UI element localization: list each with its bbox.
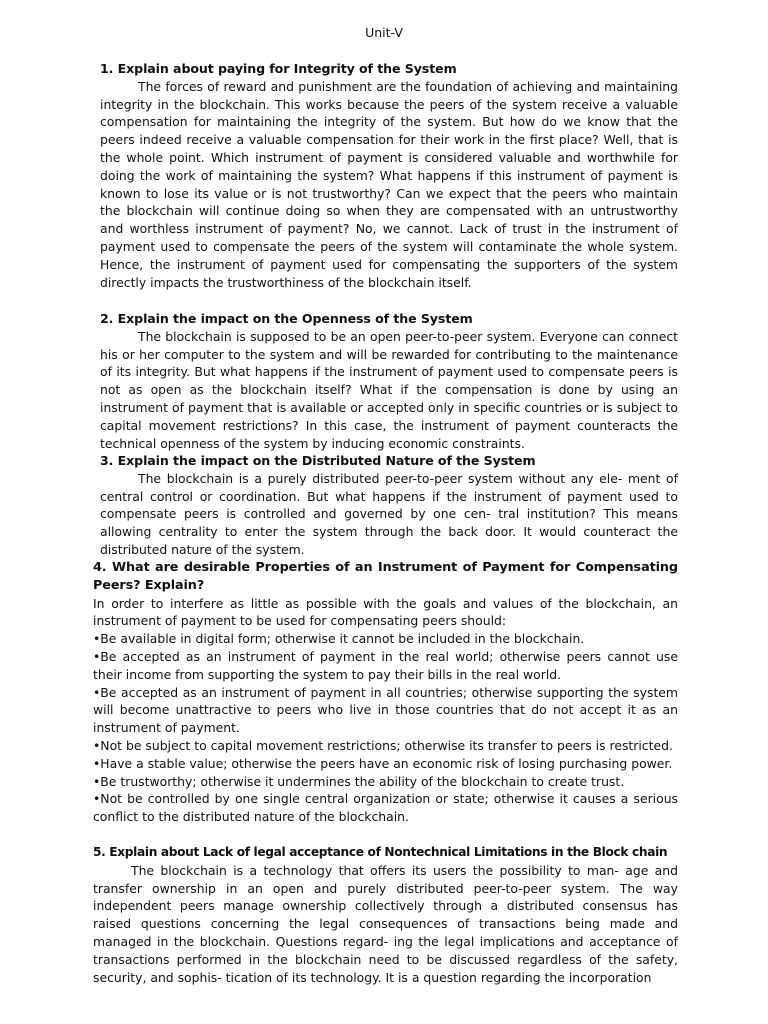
bullet-item: •Be accepted as an instrument of payment in the real world; otherwise peers cannot use their income from supporting the system to pay their bills in the real world. [93, 648, 678, 682]
section-1 [100, 60, 678, 291]
section-1-body: The forces of reward and punishment are the foundation of achieving and maintaining integrity in the blockchain. This works because the peers of the system receive a valuable compensation for maintaining the integrity of the system. But how do we know that the peers indeed receive a valuable compensation for their work in the first place? Well, that is the whole point. Which instrument of payment is considered valuable and worthwhile for doing the work of maintaining the system? What happens if this instrument of payment is known to lose its value or is not trustworthy? Can we expect that the peers who maintain the blockchain will continue doing so when they are compensated with an untrustworthy and worthless instrument of payment? No, we cannot. Lack of trust in the instrument of payment used to compensate the peers of the system will contaminate the whole system. Hence, the instrument of payment used for compensating the supporters of the system directly impacts the trustworthiness of the blockchain itself. [100, 78, 678, 290]
bullet-item: •Be accepted as an instrument of payment in all countries; otherwise supporting the system will become unattractive to peers who live in those countries that do not accept it as an instrument of payment. [93, 684, 678, 736]
section-3-body: The blockchain is a purely distributed peer-to-peer system without any ele- ment of central control or coordination. But what happens if the instrument of payment used to compensate peers is controlled and governed by one cen- tral institution? This means allowing centrality to enter the system through the back door. It would counteract the distributed nature of the system. [100, 470, 678, 557]
section-5 [93, 844, 678, 986]
section-5-heading: 5. Explain about Lack of legal acceptance of Nontechnical Limitations in the Block chain [93, 845, 668, 859]
section-2-heading: 2. Explain the impact on the Openness of the System [100, 311, 473, 326]
bullet-item: •Be trustworthy; otherwise it undermines the ability of the blockchain to create trust. [93, 773, 625, 789]
section-3-heading: 3. Explain the impact on the Distributed Nature of the System [100, 453, 536, 468]
section-5-body: The blockchain is a technology that offers its users the possibility to man- age and transfer ownership in an open and purely distributed peer-to-peer system. The way independent peers manage ownership collectively through a distributed consensus has raised questions concerning the legal consequences of transactions being made and managed in the blockchain. Questions regard- ing the legal implications and acceptance of transactions performed in the blockchain need to be discussed regardless of the safety, security, and sophis- tication of its technology. It is a question regarding the incorporation [93, 862, 678, 985]
section-4-intro: In order to interfere as little as possible with the goals and values of the blockchain, an instrument of payment to be used for compensating peers should: [93, 595, 678, 629]
section-2-body: The blockchain is supposed to be an open peer-to-peer system. Everyone can connect his or her computer to the system and will be rewarded for contributing to the maintenance of its integrity. But what happens if the instrument of payment used to compensate peers is not as open as the blockchain itself? What if the compensation is done by using an instrument of payment that is available or accepted only in specific countries or is subject to capital movement restrictions? In this case, the instrument of payment counteracts the technical openness of the system by inducing economic constraints. [100, 328, 678, 451]
section-1-heading: 1. Explain about paying for Integrity of the System [100, 61, 457, 76]
bullet-item: •Be available in digital form; otherwise it cannot be included in the blockchain. [93, 631, 585, 647]
bullet-item: •Have a stable value; otherwise the peers have an economic risk of losing purchasing power. [93, 755, 673, 771]
bullet-item: •Not be subject to capital movement restrictions; otherwise its transfer to peers is restricted. [93, 737, 673, 753]
unit-title: Unit-V [365, 25, 403, 40]
section-4-heading: 4. What are desirable Properties of an Instrument of Payment for Compensating Peers? Explain? [93, 560, 678, 593]
section-4 [93, 559, 678, 826]
section-2 [100, 310, 678, 452]
bullet-item: •Not be controlled by one single central organization or state; otherwise it causes a serious conflict to the distributed nature of the blockchain. [93, 791, 678, 825]
section-3 [100, 452, 678, 559]
